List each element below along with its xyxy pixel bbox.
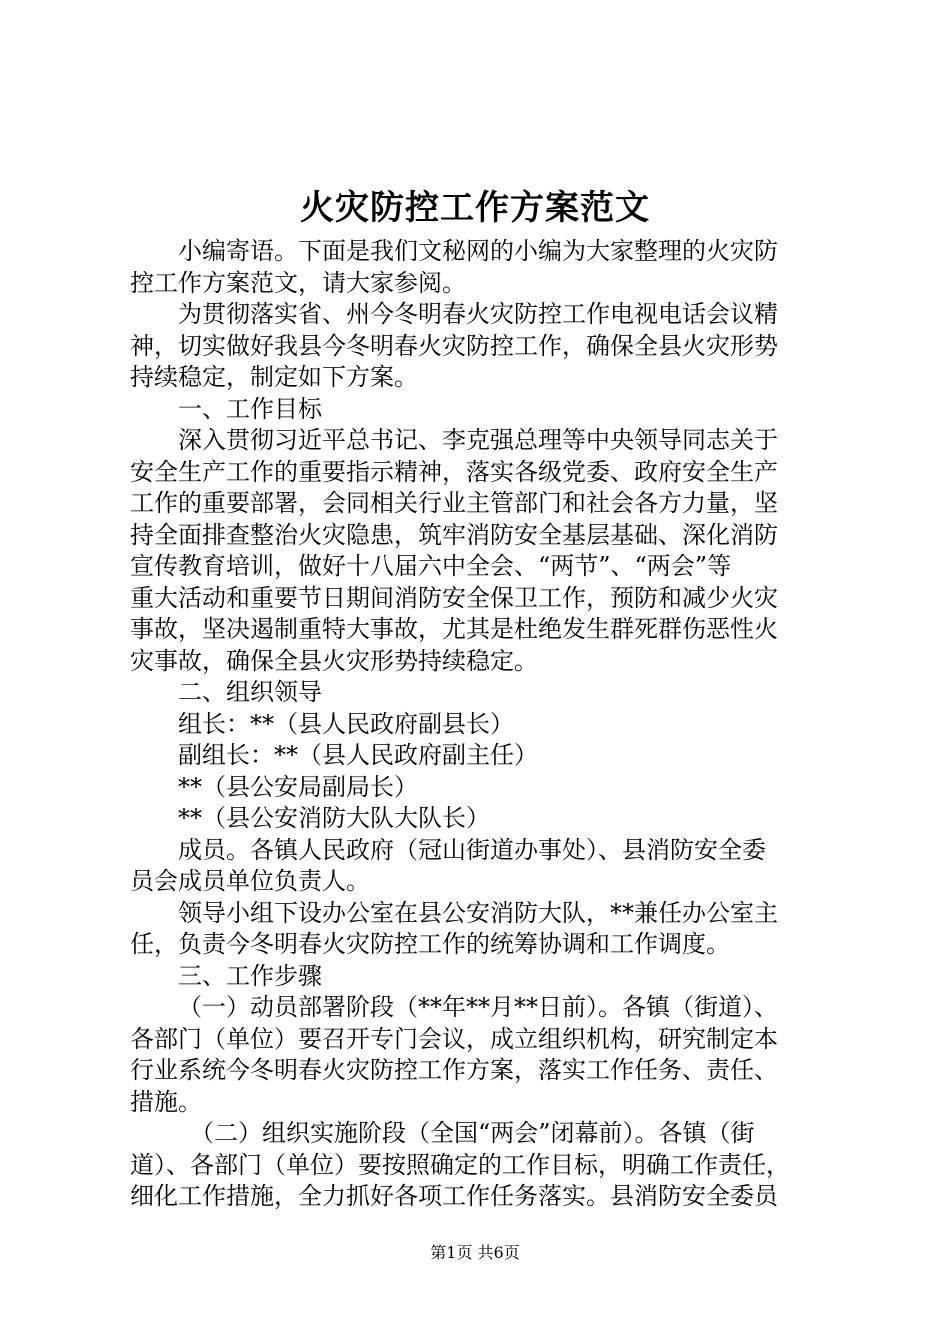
text-line: 重大活动和重要节日期间消防安全保卫工作，预防和减少火灾 <box>130 583 778 612</box>
text-line: 为贯彻落实省、州今冬明春火灾防控工作电视电话会议精 <box>178 300 778 328</box>
text-line: 细化工作措施，全力抓好各项工作任务落实。县消防安全委员 <box>130 1182 778 1210</box>
text-line: 措施。 <box>130 1087 202 1116</box>
text-line: 宣传教育培训，做好十八届六中全会、“两节”、“两会”等 <box>130 552 732 580</box>
text-line: **（县公安局副局长） <box>178 772 418 801</box>
text-line: （二）组织实施阶段（全国“两会”闭幕前）。各镇（街 <box>190 1119 755 1147</box>
text-line: 控工作方案范文，请大家参阅。 <box>130 268 466 297</box>
text-line: 副组长：**（县人民政府副主任） <box>178 741 538 769</box>
text-line: 持全面排查整治火灾隐患，筑牢消防安全基层基础、深化消防 <box>130 520 778 549</box>
text-line: 道）、各部门（单位）要按照确定的工作目标，明确工作责任， <box>130 1150 790 1179</box>
text-line: 领导小组下设办公室在县公安消防大队，**兼任办公室主 <box>178 898 778 927</box>
document-title: 火灾防控工作方案范文 <box>300 188 650 228</box>
text-line: 灾事故，确保全县火灾形势持续稳定。 <box>130 646 538 675</box>
text-line: 神，切实做好我县今冬明春火灾防控工作，确保全县火灾形势 <box>130 331 778 360</box>
text-line: 各部门（单位）要召开专门会议，成立组织机构，研究制定本 <box>130 1024 778 1053</box>
text-line: 工作的重要部署，会同相关行业主管部门和社会各方力量，坚 <box>130 489 778 517</box>
text-line: 行业系统今冬明春火灾防控工作方案，落实工作任务、责任、 <box>130 1056 778 1084</box>
section-heading: 二、组织领导 <box>178 678 322 706</box>
text-line: 持续稳定，制定如下方案。 <box>130 363 418 391</box>
text-line: 安全生产工作的重要指示精神，落实各级党委、政府安全生产 <box>130 457 778 486</box>
text-line: 组长：**（县人民政府副县长） <box>178 709 514 738</box>
text-line: 事故，坚决遏制重特大事故，尤其是杜绝发生群死群伤恶性火 <box>130 615 778 643</box>
text-line: **（县公安消防大队大队长） <box>178 804 490 832</box>
text-line: 员会成员单位负责人。 <box>130 867 370 895</box>
text-line: 成员。各镇人民政府（冠山街道办事处）、县消防安全委 <box>178 835 766 864</box>
section-heading: 三、工作步骤 <box>178 961 322 990</box>
text-line: 任，负责今冬明春火灾防控工作的统筹协调和工作调度。 <box>130 930 730 958</box>
section-heading: 一、工作目标 <box>178 394 322 423</box>
text-line: （一）动员部署阶段（**年**月**日前）。各镇（街道）、 <box>178 993 778 1021</box>
document-body <box>130 236 830 1213</box>
page-number: 第1页 共6页 <box>430 1243 520 1262</box>
text-line: 小编寄语。下面是我们文秘网的小编为大家整理的火灾防 <box>178 237 778 265</box>
text-line: 深入贯彻习近平总书记、李克强总理等中央领导同志关于 <box>178 426 778 454</box>
